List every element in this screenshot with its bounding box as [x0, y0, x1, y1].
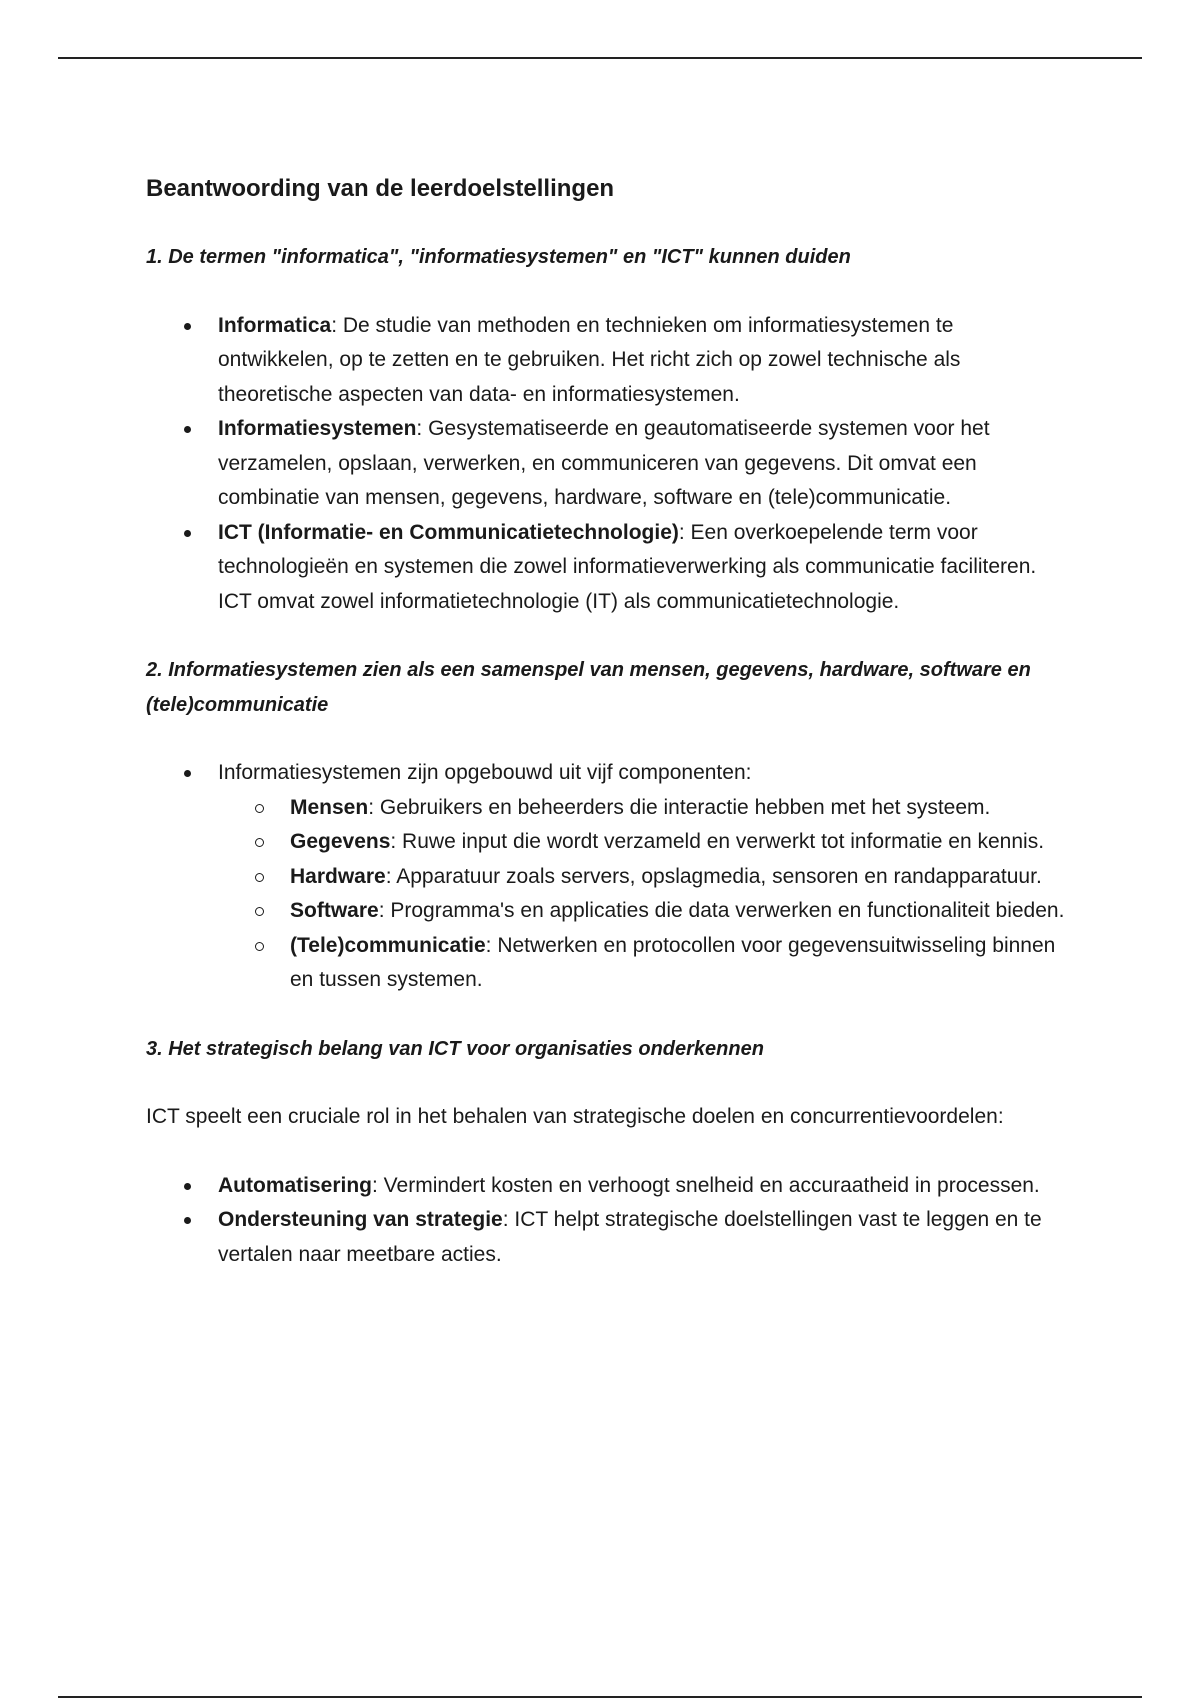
- section-1-list: [146, 309, 1066, 620]
- circle-bullet-icon: [255, 907, 264, 916]
- term-ict: ICT (Informatie- en Communicatietechnologie): [218, 520, 679, 544]
- bullet-icon: [184, 530, 191, 537]
- term-hardware: Hardware: [290, 864, 386, 888]
- definition-text: : Programma's en applicaties die data verwerken en functionaliteit bieden.: [378, 899, 1065, 922]
- definition-text: : Gesystematiseerde en geautomatiseerde systemen voor het verzamelen, opslaan, verwerken, en communiceren van gegevens. Dit omvat een combinatie van mensen, gegevens, hardware, software en (tele)communicatie.: [218, 417, 990, 509]
- section-3-paragraph: ICT speelt een cruciale rol in het behalen van strategische doelen en concurrentievoordelen:: [146, 1105, 1004, 1128]
- document-heading: Beantwoording van de leerdoelstellingen: [146, 175, 615, 202]
- circle-bullet-icon: [255, 804, 264, 813]
- definition-text: : Apparatuur zoals servers, opslagmedia, sensoren en randapparatuur.: [385, 864, 1042, 888]
- section-1-title: 1. De termen "informatica", "informatiesystemen" en "ICT" kunnen duiden: [146, 246, 851, 268]
- list-item: [146, 1169, 1066, 1204]
- bullet-icon: [184, 1183, 191, 1190]
- section-3-list: [146, 1169, 1066, 1273]
- section-3-title: 3. Het strategisch belang van ICT voor organisaties onderkennen: [146, 1037, 764, 1060]
- sublist-item: [218, 825, 1066, 860]
- definition-text: : Een overkoepelende term voor technologieën en systemen die zowel informatieverwerking als communicatie faciliteren. ICT omvat zowel informatietechnologie (IT) als communicatietechnologie.: [218, 520, 1037, 613]
- bullet-icon: [184, 426, 191, 433]
- circle-bullet-icon: [255, 873, 264, 882]
- term-telecommunicatie: (Tele)communicatie: [290, 933, 486, 957]
- list-item: [146, 309, 1066, 413]
- components-sublist: [218, 791, 1066, 998]
- sublist-item: [218, 929, 1066, 998]
- term-informatiesystemen: Informatiesystemen: [218, 417, 417, 440]
- list-item: [146, 1203, 1066, 1272]
- bullet-icon: [184, 770, 191, 777]
- definition-text: : Vermindert kosten en verhoogt snelheid en accuraatheid in processen.: [372, 1173, 1040, 1197]
- term-mensen: Mensen: [290, 795, 369, 819]
- definition-text: : Gebruikers en beheerders die interactie hebben met het systeem.: [368, 795, 991, 819]
- definition-text: : De studie van methoden en technieken om informatiesystemen te ontwikkelen, op te zetten en te gebruiken. Het richt zich op zowel technische als theoretische aspecten van data- en informatiesystemen.: [218, 313, 961, 406]
- list-item: [146, 756, 1066, 998]
- circle-bullet-icon: [255, 942, 264, 951]
- section-2-title: 2. Informatiesystemen zien als een samenspel van mensen, gegevens, hardware, software en (tele)communicatie: [146, 659, 1031, 716]
- circle-bullet-icon: [255, 838, 264, 847]
- sublist-item: [218, 791, 1066, 826]
- document-body: [146, 172, 1066, 1306]
- sublist-item: [218, 894, 1066, 929]
- sublist-item: [218, 860, 1066, 895]
- term-ondersteuning-strategie: Ondersteuning van strategie: [218, 1208, 503, 1231]
- definition-text: : Ruwe input die wordt verzameld en verwerkt tot informatie en kennis.: [390, 830, 1045, 853]
- term-software: Software: [290, 899, 379, 922]
- top-rule: [58, 57, 1142, 59]
- term-automatisering: Automatisering: [218, 1173, 373, 1197]
- definition-text: : ICT helpt strategische doelstellingen vast te leggen en te vertalen naar meetbare acties.: [218, 1208, 1042, 1266]
- bullet-icon: [184, 323, 191, 330]
- list-item: [146, 516, 1066, 620]
- components-intro: Informatiesystemen zijn opgebouwd uit vijf componenten:: [218, 761, 752, 784]
- bottom-rule: [58, 1696, 1142, 1698]
- list-item: [146, 412, 1066, 516]
- section-2-list: [146, 756, 1066, 998]
- definition-text: : Netwerken en protocollen voor gegevensuitwisseling binnen en tussen systemen.: [290, 933, 1056, 991]
- term-informatica: Informatica: [218, 313, 332, 337]
- term-gegevens: Gegevens: [290, 830, 391, 853]
- bullet-icon: [184, 1217, 191, 1224]
